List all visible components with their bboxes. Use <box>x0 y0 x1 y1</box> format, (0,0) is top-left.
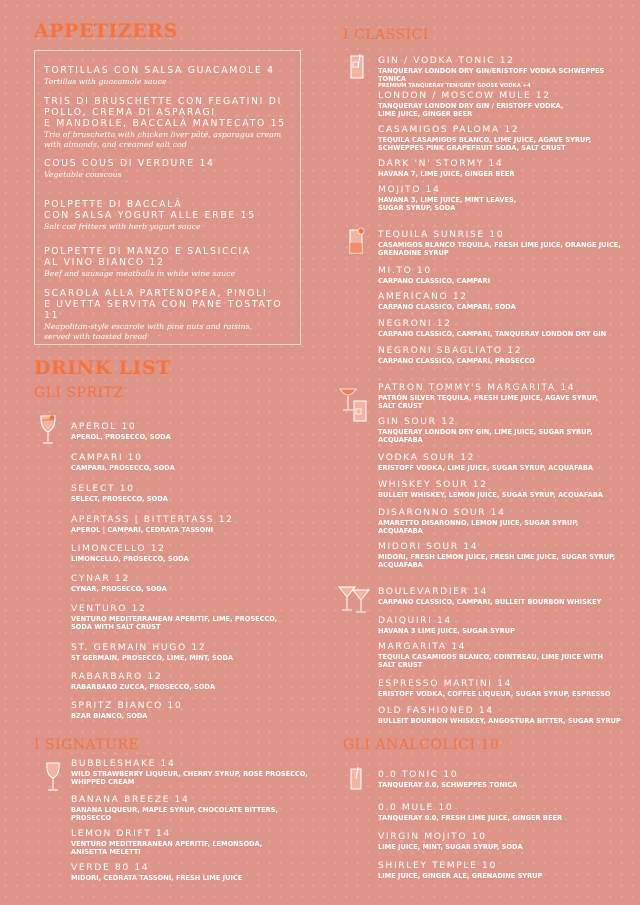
item-ingredients: CARPANO CLASSICO, CAMPARI, SODA <box>378 303 516 311</box>
appetizer-desc: Salt cod fritters with herb yogurt sauce <box>44 222 201 231</box>
item-premium: PREMIUM TANQUERAY TEN/GREY GOOSE VODKA +4 <box>378 83 531 90</box>
appetizer-name: POLPETTE DI BACCALÀ CON SALSA YOGURT ALLE ERBE 15 <box>44 199 256 221</box>
menu-item <box>378 769 628 789</box>
menu-item <box>378 615 628 635</box>
menu-item <box>71 603 321 631</box>
analcolici-title: GLI ANALCOLICI 10 <box>343 737 500 753</box>
item-name: APERTASS | BITTERTASS 12 <box>71 514 234 525</box>
menu-item <box>378 507 628 535</box>
item-ingredients: LIME JUICE, GINGER ALE, GRENADINE SYRUP <box>378 872 543 880</box>
menu-item <box>71 483 321 503</box>
appetizers-title: APPETIZERS <box>34 20 178 42</box>
tonic-glass-icon <box>349 767 363 791</box>
menu-item <box>378 382 628 410</box>
menu-item <box>378 265 628 285</box>
item-ingredients: CARPANO CLASSICO, CAMPARI, PROSECCO <box>378 357 535 365</box>
item-ingredients: CASAMIGOS BLANCO TEQUILA, FRESH LIME JUICE, ORANGE JUICE, GRENADINE SYRUP <box>378 241 621 258</box>
menu-item <box>378 90 628 118</box>
item-ingredients: BANANA LIQUEUR, MAPLE SYRUP, CHOCOLATE BITTERS, PROSECCO <box>71 806 278 823</box>
item-ingredients: MIDORI, CEDRATA TASSONI, FRESH LIME JUICE <box>71 874 243 882</box>
item-name: BANANA BREEZE 14 <box>71 794 190 805</box>
appetizer-item <box>44 158 294 180</box>
menu-item <box>378 860 628 880</box>
item-name: VODKA SOUR 12 <box>378 452 476 463</box>
menu-item <box>378 345 628 365</box>
item-ingredients: MIDORI, FRESH LEMON JUICE, FRESH LIME JUICE, SUGAR SYRUP, ACQUAFABA <box>378 553 616 570</box>
item-name: LIMONCELLO 12 <box>71 543 166 554</box>
menu-item <box>378 705 628 725</box>
appetizer-name: TORTILLAS CON SALSA GUACAMOLE 4 <box>44 65 275 76</box>
item-name: MOJITO 14 <box>378 184 441 195</box>
item-ingredients: RABARBARO ZUCCA, PROSECCO, SODA <box>71 683 215 691</box>
menu-item <box>71 642 321 662</box>
item-name: GIN SOUR 12 <box>378 416 457 427</box>
item-name: CASAMIGOS PALOMA 12 <box>378 124 520 135</box>
item-name: VERDE 80 14 <box>71 862 150 873</box>
item-ingredients: TANQUERAY 0.0, FRESH LIME JUICE, GINGER BEER <box>378 814 563 822</box>
item-name: RABARBARO 12 <box>71 671 163 682</box>
appetizer-item <box>44 96 294 150</box>
item-ingredients: CARPANO CLASSICO, CAMPARI, TANQUERAY LONDON DRY GIN <box>378 330 607 338</box>
item-ingredients: TANQUERAY LONDON DRY GIN/ERISTOFF VODKA SCHWEPPES TONICA <box>378 67 605 84</box>
item-name: CAMPARI 10 <box>71 452 143 463</box>
item-ingredients: APEROL, PROSECCO, SODA <box>71 433 171 441</box>
menu-item <box>71 794 321 822</box>
item-ingredients: SELECT, PROSECCO, SODA <box>71 495 168 503</box>
item-name: SELECT 10 <box>71 483 135 494</box>
appetizer-name: TRIS DI BRUSCHETTE CON FEGATINI DI POLLO, CREMA DI ASPARAGI E MANDORLE, BACCALÀ MANTECATO 15 <box>44 96 286 129</box>
coupe-glasses-icon <box>338 383 372 425</box>
item-ingredients: PATRÓN SILVER TEQUILA, FRESH LIME JUICE, AGAVE SYRUP, SALT CRUST <box>378 394 599 411</box>
item-name: MARGARITA 14 <box>378 641 467 652</box>
item-ingredients: HAVANA 3 LIME JUICE, SUGAR SYRUP <box>378 627 515 635</box>
menu-item <box>71 758 321 786</box>
menu-item <box>378 318 628 338</box>
item-name: ESPRESSO MARTINI 14 <box>378 678 513 689</box>
item-name: MIDORI SOUR 14 <box>378 541 479 552</box>
menu-item <box>378 229 628 257</box>
menu-item <box>378 291 628 311</box>
menu-item <box>378 184 628 212</box>
appetizer-name: POLPETTE DI MANZO E SALSICCIA AL VINO BIANCO 12 <box>44 246 251 268</box>
menu-item <box>71 543 321 563</box>
item-ingredients: TANQUERAY LONDON DRY GIN / ERISTOFF VODKA, LIME JUICE, GINGER BEER <box>378 102 564 119</box>
wine-glass-icon <box>44 761 62 793</box>
menu-item <box>378 586 628 606</box>
item-ingredients: CARPANO CLASSICO, CAMPARI, BULLEIT BOURBON WHISKEY <box>378 598 602 606</box>
menu-item <box>378 831 628 851</box>
item-name: CYNAR 12 <box>71 573 130 584</box>
item-name: PATRON TOMMY'S MARGARITA 14 <box>378 382 576 393</box>
item-name: BUBBLESHAKE 14 <box>71 758 176 769</box>
item-ingredients: TANQUERAY 0.0, SCHWEPPES TONICA <box>378 781 518 789</box>
menu-item <box>71 671 321 691</box>
item-ingredients: TANQUERAY LONDON DRY GIN, LIME JUICE, SUGAR SYRUP, ACQUAFABA <box>378 428 593 445</box>
item-name: 0.0 MULE 10 <box>378 802 454 813</box>
item-name: APEROL 10 <box>71 421 137 432</box>
item-ingredients: APEROL | CAMPARI, CEDRATA TASSONI <box>71 526 214 534</box>
menu-item <box>378 55 628 90</box>
menu-item <box>71 514 321 534</box>
appetizer-desc: Vegetable couscous <box>44 170 122 179</box>
item-name: DISARONNO SOUR 14 <box>378 507 506 518</box>
menu-item <box>71 700 321 720</box>
item-name: ST. GERMAIN HUGO 12 <box>71 642 207 653</box>
menu-item <box>378 541 628 569</box>
item-ingredients: HAVANA 7, LIME JUICE, GINGER BEER <box>378 170 515 178</box>
menu-item <box>378 479 628 499</box>
item-name: DARK 'N' STORMY 14 <box>378 158 504 169</box>
item-ingredients: VENTURO MEDITERRANEAN APERITIF, LIME, PROSECCO, SODA WITH SALT CRUST <box>71 615 278 632</box>
item-name: LEMON DRIFT 14 <box>71 828 171 839</box>
tall-glass-icon <box>347 227 365 255</box>
menu-item <box>378 416 628 444</box>
menu-item <box>378 641 628 669</box>
menu-item <box>378 124 628 152</box>
item-ingredients: ERISTOFF VODKA, LIME JUICE, SUGAR SYRUP, ACQUAFABA <box>378 464 593 472</box>
appetizer-desc: Beef and sausage meatballs in white wine sauce <box>44 269 236 278</box>
item-ingredients: TEQUILA CASAMIGOS BLANCO, LIME JUICE, AGAVE SYRUP, SCHWEPPES PINK GRAPEFRUIT SODA, SALT CRUST <box>378 136 592 153</box>
appetizer-name: SCAROLA ALLA PARTENOPEA, PINOLI E UVETTA SERVITA CON PANE TOSTATO 11 <box>44 288 283 321</box>
item-name: BOULEVARDIER 14 <box>378 586 488 597</box>
item-name: OLD FASHIONED 14 <box>378 705 494 716</box>
appetizer-item <box>44 288 294 342</box>
drink-list-title: DRINK LIST <box>34 357 171 379</box>
menu-item <box>71 421 321 441</box>
item-ingredients: HAVANA 3, LIME JUICE, MINT LEAVES, SUGAR SYRUP, SODA <box>378 196 517 213</box>
menu-item <box>71 452 321 472</box>
appetizer-item <box>44 199 294 232</box>
item-ingredients: LIMONCELLO, PROSECCO, SODA <box>71 555 189 563</box>
item-ingredients: VENTURO MEDITERRANEAN APERITIF, LEMONSODA, ANISETTA MELETTI <box>71 840 263 857</box>
item-name: SHIRLEY TEMPLE 10 <box>378 860 497 871</box>
appetizer-desc: Neapolitan-style escarole with pine nuts and raisins, served with toasted bread <box>44 322 253 341</box>
item-ingredients: LIME JUICE, MINT, SUGAR SYRUP, SODA <box>378 843 523 851</box>
item-ingredients: AMARETTO DISARONNO, LEMON JUICE, SUGAR SYRUP, ACQUAFABA <box>378 519 579 536</box>
highball-glass-icon <box>349 54 365 80</box>
signature-title: I SIGNATURE <box>34 737 140 753</box>
item-name: GIN / VODKA TONIC 12 <box>378 55 515 66</box>
item-ingredients: TEQUILA CASAMIGOS BLANCO, COINTREAU, LIME JUICE WITH SALT CRUST <box>378 653 604 670</box>
spritz-glass-icon <box>38 414 58 446</box>
appetizer-desc: Tortillas with guacamole sauce <box>44 77 167 86</box>
item-name: 0.0 TONIC 10 <box>378 769 459 780</box>
item-name: WHISKEY SOUR 12 <box>378 479 488 490</box>
item-name: DAIQUIRI 14 <box>378 615 452 626</box>
item-name: LONDON / MOSCOW MULE 12 <box>378 90 551 101</box>
menu-item <box>378 452 628 472</box>
item-name: AMERICANO 12 <box>378 291 468 302</box>
item-ingredients: CARPANO CLASSICO, CAMPARI <box>378 277 491 285</box>
martini-glasses-icon <box>338 584 372 614</box>
menu-item <box>378 158 628 178</box>
item-name: VENTURO 12 <box>71 603 147 614</box>
appetizer-desc: Trio of bruschetta with chicken liver pâté, asparagus cream with almonds, and creamed salt cod <box>44 130 282 149</box>
classici-title: I CLASSICI <box>343 27 429 43</box>
spritz-title: GLI SPRITZ <box>34 385 124 401</box>
appetizer-item <box>44 246 294 279</box>
menu-item <box>378 678 628 698</box>
item-ingredients: CYNAR, PROSECCO, SODA <box>71 585 167 593</box>
item-ingredients: ST GERMAIN, PROSECCO, LIME, MINT, SODA <box>71 654 234 662</box>
item-name: TEQUILA SUNRISE 10 <box>378 229 505 240</box>
item-ingredients: BULLEIT WHISKEY, LEMON JUICE, SUGAR SYRUP, ACQUAFABA <box>378 491 603 499</box>
item-ingredients: BULLEIT BOURBON WHISKEY, ANGOSTURA BITTER, SUGAR SYRUP <box>378 717 621 725</box>
item-name: SPRITZ BIANCO 10 <box>71 700 183 711</box>
item-ingredients: WILD STRAWBERRY LIQUEUR, CHERRY SYRUP, ROSÈ PROSECCO, WHIPPED CREAM <box>71 770 308 787</box>
menu-item <box>378 802 628 822</box>
item-ingredients: BZAR BIANCO, SODA <box>71 712 148 720</box>
appetizer-item <box>44 65 294 87</box>
item-name: NEGRONI SBAGLIATO 12 <box>378 345 523 356</box>
appetizer-name: COUS COUS DI VERDURE 14 <box>44 158 215 169</box>
menu-item <box>71 862 321 882</box>
item-name: VIRGIN MOJITO 10 <box>378 831 487 842</box>
item-ingredients: CAMPARI, PROSECCO, SODA <box>71 464 175 472</box>
item-name: NEGRONI 12 <box>378 318 452 329</box>
menu-item <box>71 573 321 593</box>
item-name: MI.TO 10 <box>378 265 432 276</box>
menu-item <box>71 828 321 856</box>
item-ingredients: ERISTOFF VODKA, COFFEE LIQUEUR, SUGAR SYRUP, ESPRESSO <box>378 690 611 698</box>
